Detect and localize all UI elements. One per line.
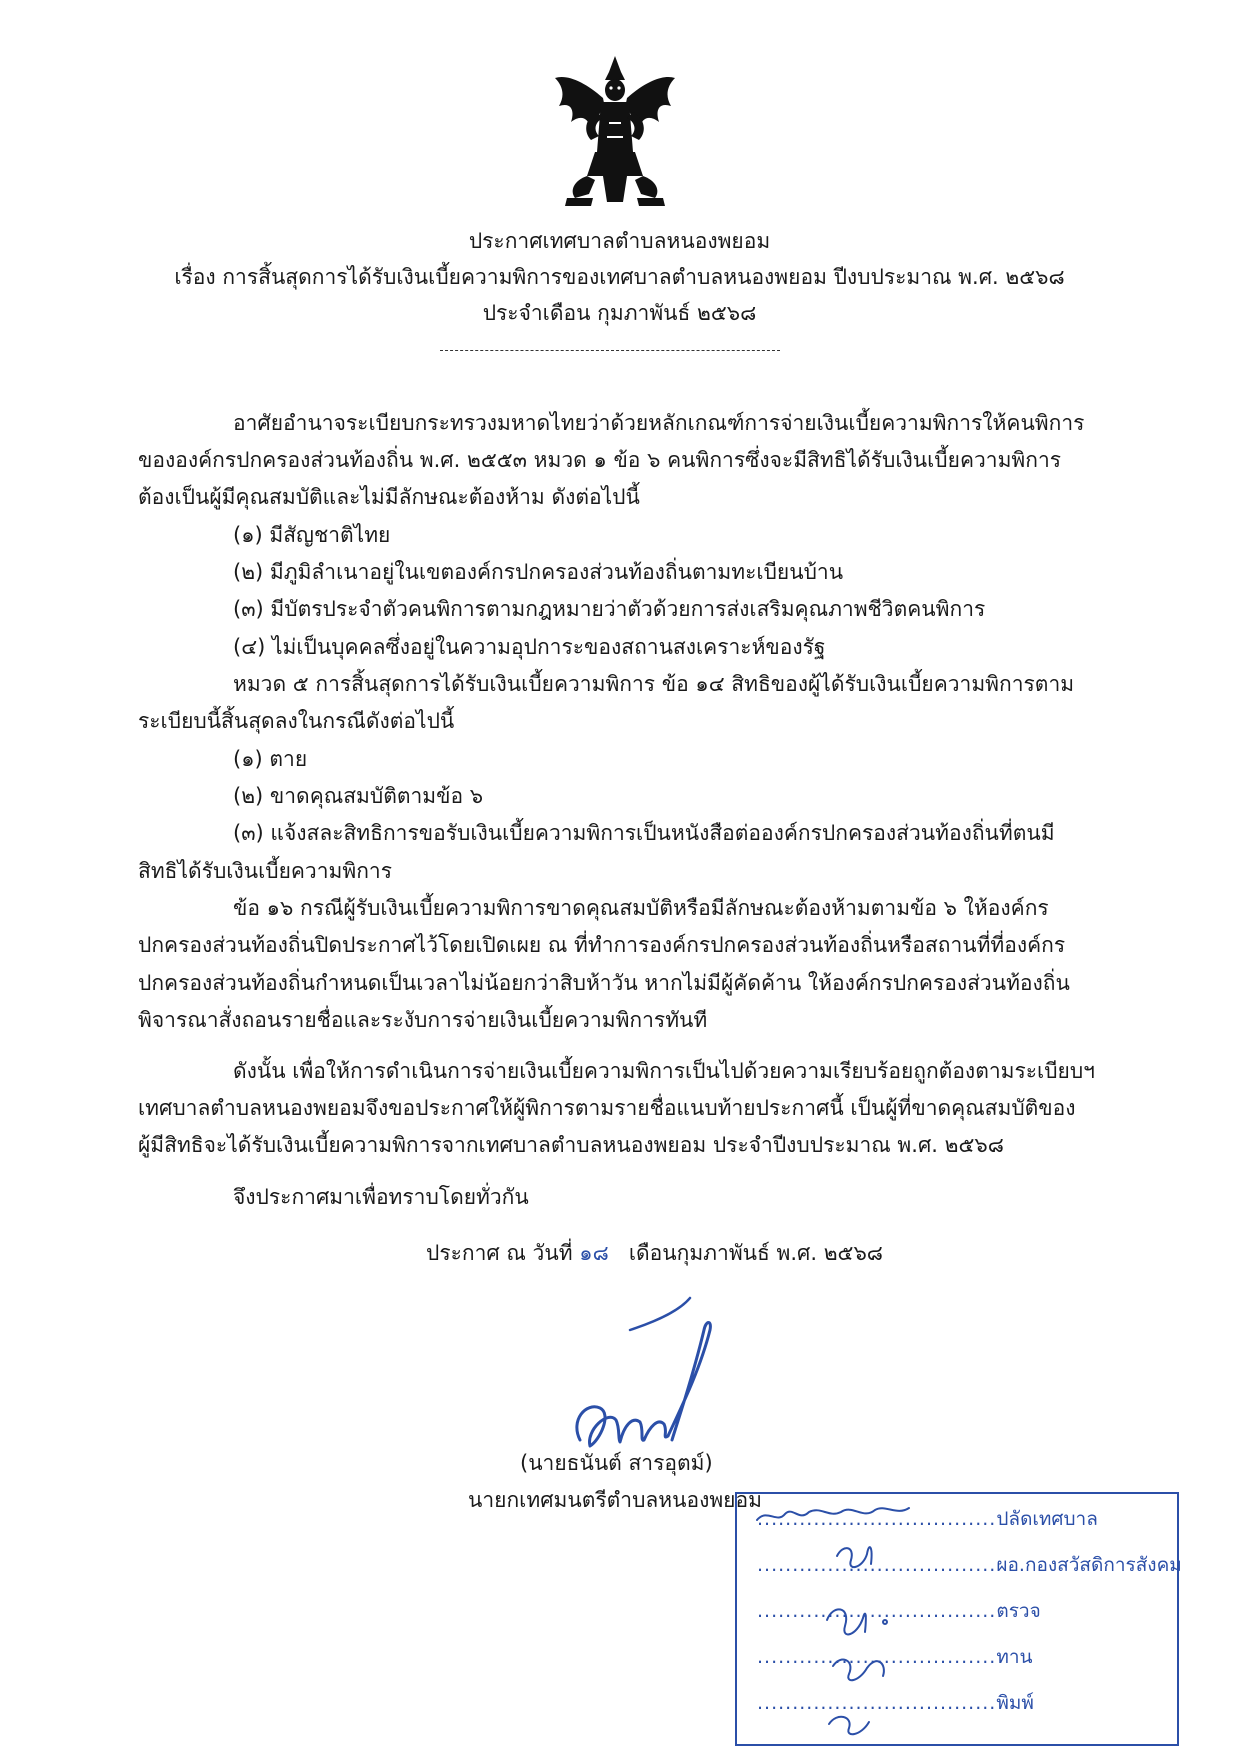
body-line: (๓) แจ้งสละสิทธิการขอรับเงินเบี้ยความพิการเป็นหนังสือต่อองค์กรปกครองส่วนท้องถิ่นที่ตนมี <box>233 821 1055 845</box>
signature-scribble <box>560 1290 730 1460</box>
stamp-row: ..................................ปลัดเทศบาล <box>757 1508 1098 1530</box>
body-line: หมวด ๕ การสิ้นสุดการได้รับเงินเบี้ยความพิการ ข้อ ๑๔ สิทธิของผู้ได้รับเงินเบี้ยความพิการตาม <box>233 672 1075 696</box>
body-line: (๒) ขาดคุณสมบัติตามข้อ ๖ <box>233 784 484 808</box>
header-divider <box>440 350 780 351</box>
document-month: ประจำเดือน กุมภาพันธ์ ๒๕๖๘ <box>482 301 757 325</box>
stamp-row: ..................................ทาน <box>757 1646 1033 1668</box>
body-line: ต้องเป็นผู้มีคุณสมบัติและไม่มีลักษณะต้องห้าม ดังต่อไปนี้ <box>138 485 640 509</box>
dateline-suffix: เดือนกุมภาพันธ์ พ.ศ. ๒๕๖๘ <box>628 1241 883 1265</box>
stamp-label: ผอ.กองสวัสดิการสังคม <box>996 1554 1182 1576</box>
stamp-label: ทาน <box>996 1646 1033 1668</box>
signatory-name: (นายธนันต์ สารอุตม์) <box>520 1451 713 1475</box>
stamp-initials <box>737 1494 1177 1744</box>
body-line: จึงประกาศมาเพื่อทราบโดยทั่วกัน <box>233 1185 529 1209</box>
body-line: (๑) ตาย <box>233 747 308 771</box>
body-line: (๓) มีบัตรประจำตัวคนพิการตามกฎหมายว่าตัวด้วยการส่งเสริมคุณภาพชีวิตคนพิการ <box>233 597 986 621</box>
body-line: พิจารณาสั่งถอนรายชื่อและระงับการจ่ายเงินเบี้ยความพิการทันที <box>138 1008 708 1032</box>
approval-stamp <box>735 1492 1182 1746</box>
body-line: ข้อ ๑๖ กรณีผู้รับเงินเบี้ยความพิการขาดคุณสมบัติหรือมีลักษณะต้องห้ามตามข้อ ๖ ให้องค์กร <box>233 896 1049 920</box>
document-subject: เรื่อง การสิ้นสุดการได้รับเงินเบี้ยความพิการของเทศบาลตำบลหนองพยอม ปีงบประมาณ พ.ศ. ๒๕๖๘ <box>174 265 1065 289</box>
stamp-row: ..................................พิมพ์ <box>757 1692 1034 1714</box>
stamp-label: ปลัดเทศบาล <box>996 1508 1098 1530</box>
body-line: (๔) ไม่เป็นบุคคลซึ่งอยู่ในความอุปการะของสถานสงเคราะห์ของรัฐ <box>233 635 826 659</box>
signatory-position: นายกเทศมนตรีตำบลหนองพยอม <box>468 1488 762 1512</box>
dateline-day: ๑๘ <box>579 1241 609 1265</box>
body-line: ปกครองส่วนท้องถิ่นปิดประกาศไว้โดยเปิดเผย ณ ที่ทำการองค์กรปกครองส่วนท้องถิ่นหรือสถานที่ที่องค์กร <box>138 933 1066 957</box>
body-line: ระเบียบนี้สิ้นสุดลงในกรณีดังต่อไปนี้ <box>138 709 455 733</box>
body-line: เทศบาลตำบลหนองพยอมจึงขอประกาศให้ผู้พิการตามรายชื่อแนบท้ายประกาศนี้ เป็นผู้ที่ขาดคุณสมบัติของ <box>138 1096 1076 1120</box>
dateline <box>426 1238 883 1268</box>
dateline-prefix: ประกาศ ณ วันที่ <box>426 1241 573 1265</box>
stamp-row: ..................................ตรวจ <box>757 1600 1041 1622</box>
stamp-row: ..................................ผอ.กองสวัสดิการสังคม <box>757 1554 1182 1576</box>
body-line: ปกครองส่วนท้องถิ่นกำหนดเป็นเวลาไม่น้อยกว่าสิบห้าวัน หากไม่มีผู้คัดค้าน ให้องค์กรปกครองส่วนท้องถิ่น <box>138 971 1070 995</box>
body-line: (๑) มีสัญชาติไทย <box>233 523 391 547</box>
body-line: อาศัยอำนาจระเบียบกระทรวงมหาดไทยว่าด้วยหลักเกณฑ์การจ่ายเงินเบี้ยความพิการให้คนพิการ <box>233 411 1085 435</box>
stamp-label: พิมพ์ <box>996 1692 1034 1714</box>
document-title: ประกาศเทศบาลตำบลหนองพยอม <box>468 229 771 253</box>
stamp-label: ตรวจ <box>996 1600 1041 1622</box>
body-line: ดังนั้น เพื่อให้การดำเนินการจ่ายเงินเบี้ยความพิการเป็นไปด้วยความเรียบร้อยถูกต้องตามระเบียบฯ <box>233 1059 1095 1083</box>
body-line: (๒) มีภูมิลำเนาอยู่ในเขตองค์กรปกครองส่วนท้องถิ่นตามทะเบียนบ้าน <box>233 560 844 584</box>
body-line: ขององค์กรปกครองส่วนท้องถิ่น พ.ศ. ๒๕๕๓ หมวด ๑ ข้อ ๖ คนพิการซึ่งจะมีสิทธิได้รับเงินเบี้ยความพิการ <box>138 448 1062 472</box>
garuda-emblem-icon <box>545 52 685 212</box>
body-line: สิทธิได้รับเงินเบี้ยความพิการ <box>138 859 392 883</box>
body-line: ผู้มีสิทธิจะได้รับเงินเบี้ยความพิการจากเทศบาลตำบลหนองพยอม ประจำปีงบประมาณ พ.ศ. ๒๕๖๘ <box>138 1133 1004 1157</box>
